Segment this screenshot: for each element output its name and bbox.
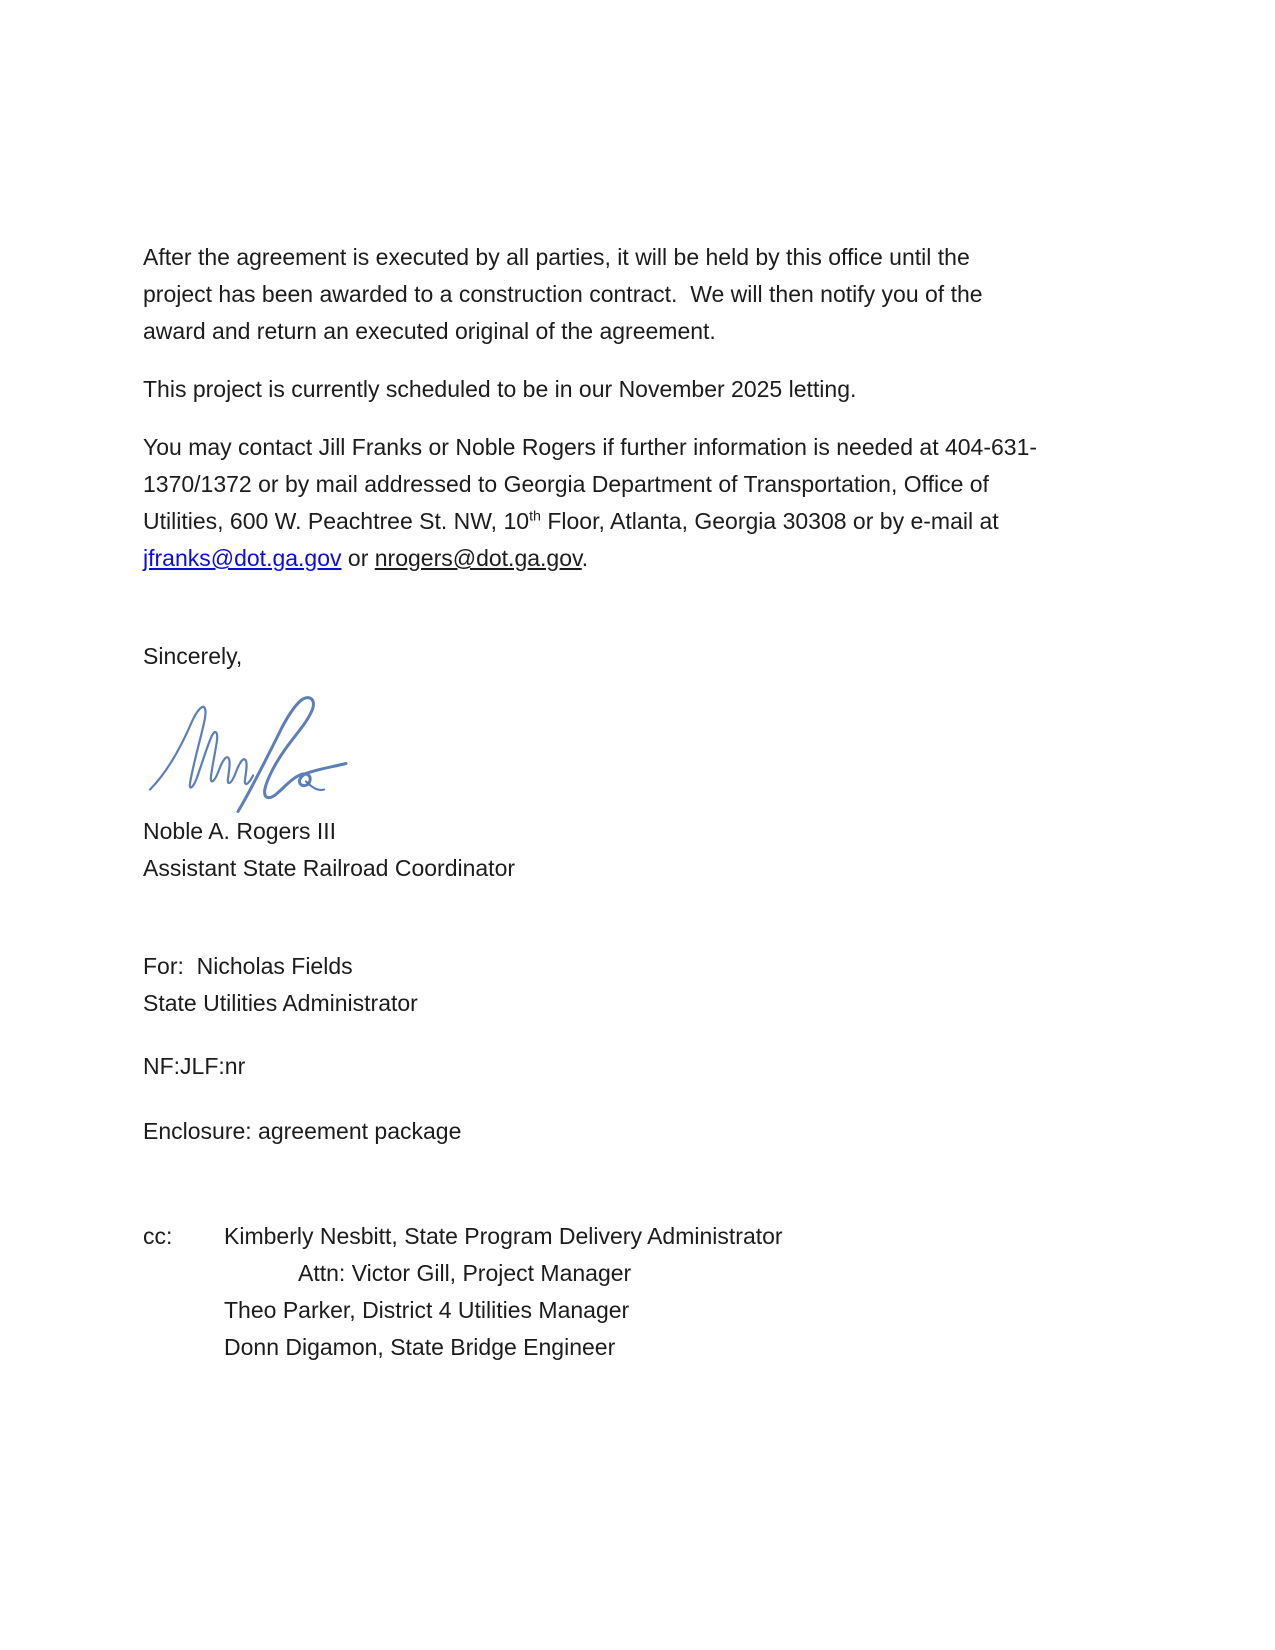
signer-name: Noble A. Rogers III bbox=[143, 818, 337, 844]
email-link-nrogers[interactable]: nrogers@dot.ga.gov bbox=[374, 545, 582, 571]
text-line: NF:JLF:nr bbox=[143, 1053, 246, 1079]
text-line: award and return an executed original of the agreement. bbox=[143, 318, 716, 344]
cc-block bbox=[143, 1218, 783, 1366]
text-line: After the agreement is executed by all parties, it will be held by this office until the bbox=[143, 244, 970, 270]
cc-recipient: Theo Parker, District 4 Utilities Manager bbox=[224, 1297, 630, 1323]
for-block bbox=[143, 948, 418, 1022]
text-line: This project is currently scheduled to be in our November 2025 letting. bbox=[143, 376, 857, 402]
enclosure-line bbox=[143, 1113, 461, 1150]
text-line: project has been awarded to a construction contract. We will then notify you of the bbox=[143, 281, 983, 307]
ordinal-superscript: th bbox=[529, 508, 541, 525]
cc-recipient: Kimberly Nesbitt, State Program Delivery Administrator bbox=[224, 1223, 783, 1249]
for-name-line: For: Nicholas Fields bbox=[143, 953, 353, 979]
text-line: Sincerely, bbox=[143, 643, 243, 669]
link-separator-text: or bbox=[341, 545, 375, 571]
text-line: You may contact Jill Franks or Noble Rogers if further information is needed at 404-631- bbox=[143, 434, 1038, 460]
email-link-jfranks[interactable]: jfranks@dot.ga.gov bbox=[143, 545, 342, 571]
text-line bbox=[143, 503, 1037, 540]
text-line: 1370/1372 or by mail addressed to Georgia Department of Transportation, Office of bbox=[143, 471, 989, 497]
signer-title: Assistant State Railroad Coordinator bbox=[143, 855, 516, 881]
paragraph-letting-schedule bbox=[143, 371, 856, 408]
reference-initials bbox=[143, 1048, 245, 1085]
cc-label: cc: bbox=[143, 1223, 173, 1249]
for-title-line: State Utilities Administrator bbox=[143, 990, 418, 1016]
handwritten-signature-icon bbox=[146, 690, 352, 818]
address-text: Utilities, 600 W. Peachtree St. NW, 10 bbox=[143, 508, 530, 534]
cc-attn-line: Attn: Victor Gill, Project Manager bbox=[298, 1260, 632, 1286]
cc-recipient: Donn Digamon, State Bridge Engineer bbox=[224, 1334, 616, 1360]
address-text: Floor, Atlanta, Georgia 30308 or by e-mail at bbox=[540, 508, 999, 534]
cc-recipients bbox=[224, 1218, 783, 1366]
text-line bbox=[143, 540, 1037, 577]
paragraph-agreement-held bbox=[143, 239, 983, 350]
sentence-period: . bbox=[581, 545, 589, 571]
signer-block bbox=[143, 813, 515, 887]
paragraph-contact-info bbox=[143, 429, 1037, 577]
closing-salutation bbox=[143, 638, 242, 675]
text-line: Enclosure: agreement package bbox=[143, 1118, 462, 1144]
